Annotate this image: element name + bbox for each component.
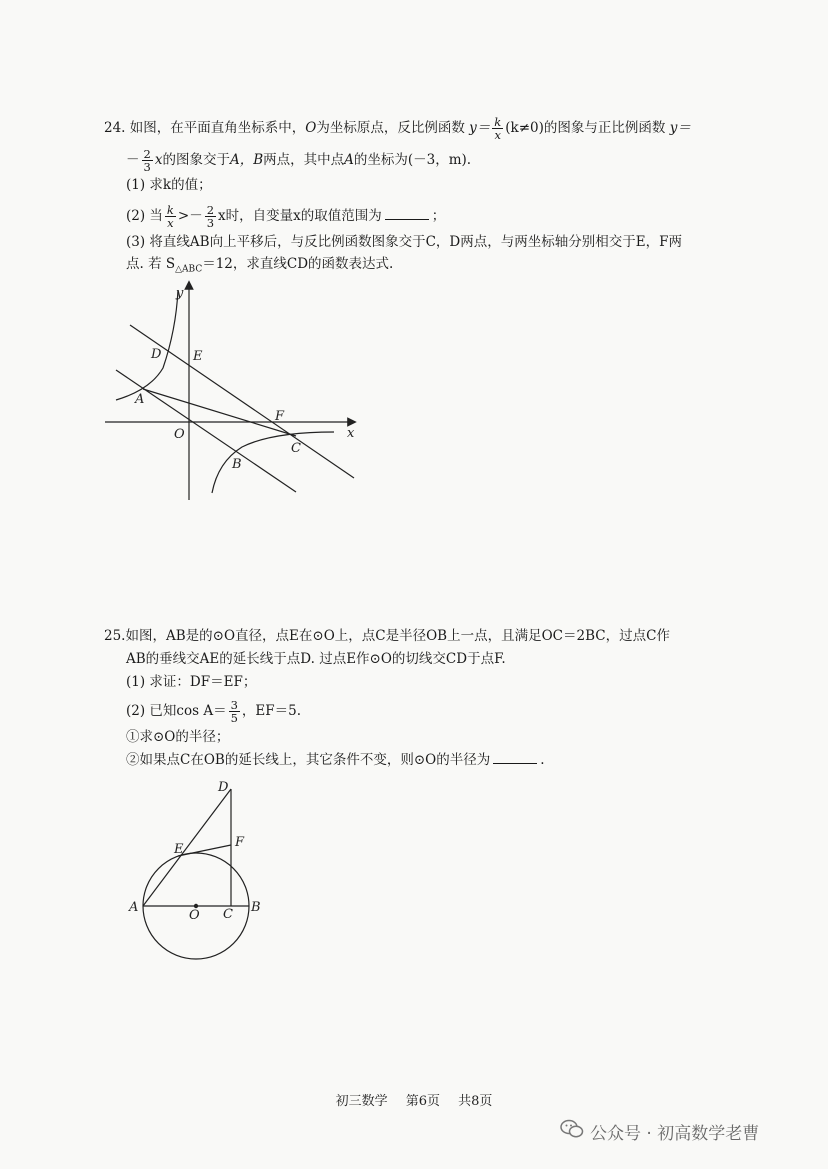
label-a: A bbox=[135, 392, 145, 407]
wechat-icon bbox=[560, 1119, 584, 1144]
q24-text: >－ bbox=[177, 208, 203, 224]
label-e25: E bbox=[174, 842, 184, 857]
frac-num: 2 bbox=[206, 203, 215, 217]
fraction-3-over-5 bbox=[229, 699, 240, 724]
segment-ac bbox=[143, 389, 296, 436]
figure-25 bbox=[128, 780, 261, 959]
watermark-text: 公众号 · 初高数学老曹 bbox=[590, 1124, 760, 1144]
q24-text: y＝ bbox=[469, 120, 491, 136]
q25-text: (2) 已知cos A＝ bbox=[126, 703, 227, 719]
hyperbola-branch-right bbox=[212, 432, 334, 493]
q25-part1: (1) 求证：DF＝EF； bbox=[126, 674, 257, 690]
q24-text: (－3，m). bbox=[407, 152, 472, 168]
q24-text: x时，自变量x的取值范围为 bbox=[218, 208, 382, 224]
label-x: x bbox=[347, 426, 355, 441]
page-footer bbox=[0, 1090, 828, 1109]
q25-sub1: ①求⊙O的半径； bbox=[126, 729, 230, 745]
q24-text: A，B bbox=[229, 152, 264, 168]
label-d: D bbox=[151, 347, 162, 362]
footer-page: 第6页 bbox=[405, 1094, 440, 1109]
frac-den: 3 bbox=[206, 216, 215, 230]
q25-line2: AB的垂线交AE的延长线于点D. 过点E作⊙O的切线交CD于点F. bbox=[126, 651, 506, 667]
line-ab bbox=[116, 370, 296, 492]
q24-text: 两点，其中点 bbox=[263, 152, 345, 168]
frac-den: x bbox=[494, 128, 502, 142]
tangent-ef bbox=[178, 845, 231, 856]
watermark bbox=[560, 1119, 759, 1144]
q24-text: 如图，在平面直角坐标系中， bbox=[129, 120, 306, 136]
q24-part1: (1) 求k的值； bbox=[126, 177, 212, 193]
q24-text: x bbox=[154, 152, 163, 168]
q24-text: y＝ bbox=[669, 120, 691, 136]
label-y: y bbox=[176, 286, 184, 301]
label-o25: O bbox=[189, 908, 200, 923]
hyperbola-branch-left bbox=[116, 290, 178, 400]
frac-den: x bbox=[167, 216, 174, 230]
q24-text: (2) 当 bbox=[126, 208, 163, 224]
q25-text: ②如果点C在OB的延长线上，其它条件不变，则⊙O的半径为 bbox=[126, 752, 491, 768]
frac-num: 3 bbox=[230, 698, 238, 712]
q24-text: 点. 若 S bbox=[126, 256, 176, 272]
q25-part2 bbox=[126, 699, 301, 724]
q24-subscript: △ABC bbox=[175, 264, 203, 275]
frac-num: 2 bbox=[143, 147, 151, 161]
q24-text: 的图象交于 bbox=[162, 152, 230, 168]
frac-den: 5 bbox=[230, 711, 238, 725]
q25-sub2 bbox=[126, 751, 545, 769]
q24-part3-line1: (3) 将直线AB向上平移后，与反比例函数图象交于C，D两点，与两坐标轴分别相交于E，F两 bbox=[126, 234, 682, 250]
frac-den: 3 bbox=[143, 160, 151, 174]
label-f: F bbox=[275, 409, 285, 424]
q24-text: 为坐标原点，反比例函数 bbox=[316, 120, 465, 136]
label-c25: C bbox=[223, 907, 233, 922]
q24-text: (k≠0) bbox=[505, 120, 544, 136]
q24-text: 的图象与正比例函数 bbox=[543, 120, 666, 136]
label-b: B bbox=[232, 457, 242, 472]
label-f25: F bbox=[235, 835, 245, 850]
label-b25: B bbox=[251, 900, 261, 915]
frac-num: k bbox=[166, 203, 174, 217]
answer-blank[interactable] bbox=[493, 751, 537, 764]
label-a25: A bbox=[129, 900, 139, 915]
footer-total: 共8页 bbox=[458, 1094, 493, 1109]
q24-text: ＝12，求直线CD的函数表达式. bbox=[202, 256, 394, 272]
q24-text: 的坐标为 bbox=[353, 152, 408, 168]
label-d25: D bbox=[218, 780, 229, 795]
q24-text: － bbox=[126, 152, 140, 168]
frac-num: k bbox=[494, 115, 502, 129]
q24-text: ； bbox=[431, 208, 446, 224]
q24-text: A bbox=[344, 152, 354, 168]
q24-number: 24. bbox=[104, 120, 126, 136]
q24-text: O bbox=[305, 120, 317, 136]
footer-subject: 初三数学 bbox=[335, 1094, 388, 1109]
label-o: O bbox=[174, 427, 185, 442]
label-c: C bbox=[291, 441, 301, 456]
q25-line1 bbox=[104, 627, 670, 645]
q25-number: 25. bbox=[104, 628, 126, 644]
q25-text: 如图，AB是的⊙O直径，点E在⊙O上，点C是半径OB上一点，且满足OC＝2BC，过点C作 bbox=[125, 628, 670, 644]
label-e: E bbox=[193, 349, 203, 364]
q25-text: ，EF＝5. bbox=[241, 703, 302, 719]
q25-text: . bbox=[540, 752, 545, 768]
